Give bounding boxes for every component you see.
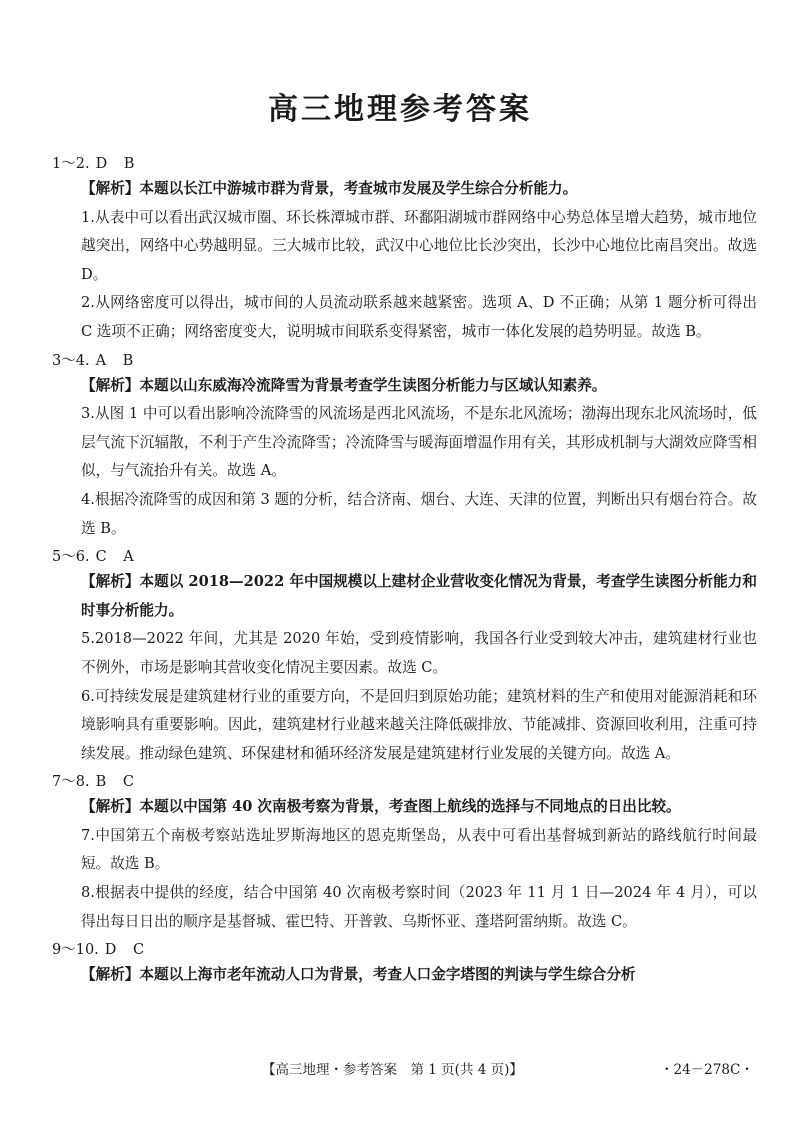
question-range: 3～4. (52, 352, 90, 369)
explanation-paragraph: 2.从网络密度可以得出，城市间的人员流动联系越来越紧密。选项 A、D 不正确；从第 1 题分析可得出 C 选项不正确；网络密度变大，说明城市间联系变得紧密，城市一体化发展的趋势明显。故选 B。 (81, 294, 757, 340)
explanation-paragraph: 5.2018—2022 年间，尤其是 2020 年始，受到疫情影响，我国各行业受到较大冲击，建筑建材行业也不例外，市场是影响其营收变化情况主要因素。故选 C。 (81, 630, 757, 676)
analysis-tag: 【解析】 (81, 180, 140, 197)
explanation-paragraph: 4.根据冷流降雪的成因和第 3 题的分析，结合济南、烟台、大连、天津的位置，判断出只有烟台符合。故选 B。 (81, 490, 757, 537)
analysis-intro (52, 793, 757, 822)
question-number (52, 771, 757, 793)
answer-letters: D B (95, 156, 141, 172)
explanation-paragraph: 7.中国第五个南极考察站选址罗斯海地区的恩克斯堡岛，从表中可看出基督城到新站的路线航行时间最短。故选 B。 (81, 826, 757, 873)
explanation-paragraph: 8.根据表中提供的经度，结合中国第 40 次南极考察时间（2023 年 11 月 1 日—2024 年 4 月），可以得出每日日出的顺序是基督城、霍巴特、开普敦、乌斯怀亚、蓬塔阿雷纳斯。故选 C。 (81, 884, 757, 930)
question-number (52, 546, 757, 568)
analysis-text: 本题以山东威海冷流降雪为背景考查学生读图分析能力与区域认知素养。 (139, 376, 607, 394)
answer-letters: A B (95, 352, 140, 369)
footer-page-info: 【高三地理・参考答案 第 1 页(共 4 页)】 (262, 1062, 523, 1078)
analysis-text: 本题以上海市老年流动人口为背景，考查人口金字塔图的判读与学生综合分析 (139, 966, 636, 984)
explanation-paragraph: 3.从图 1 中可以看出影响冷流降雪的风流场是西北风流场，不是东北风流场；渤海出现东北风流场时，低层气流下沉辐散，不利于产生冷流降雪；冷流降雪与暖海面增温作用有关，其形成机制与大湖效应降雪相似，与气流抬升有关。故选 A。 (81, 405, 757, 480)
question-number (52, 939, 757, 961)
question-number (52, 350, 757, 372)
analysis-tag: 【解析】 (81, 376, 140, 394)
answer-letters: B C (95, 774, 140, 791)
analysis-text: 本题以长江中游城市群为背景，考查城市发展及学生综合分析能力。 (139, 180, 578, 197)
analysis-intro (52, 961, 757, 990)
question-number (52, 153, 757, 175)
analysis-intro (52, 175, 757, 204)
analysis-text: 本题以 2018—2022 年中国规模以上建材企业营收变化情况为背景，考查学生读图分析能力和时事分析能力。 (81, 573, 757, 619)
analysis-intro (52, 568, 757, 625)
answer-content (52, 150, 757, 990)
question-range: 1～2. (52, 156, 90, 172)
analysis-tag: 【解析】 (81, 573, 140, 591)
page-title: 高三地理参考答案 (268, 92, 532, 127)
analysis-intro (52, 372, 757, 401)
explanation-paragraph: 1.从表中可以看出武汉城市圈、环长株潭城市群、环鄱阳湖城市群网络中心势总体呈增大趋势，城市地位越突出，网络中心势越明显。三大城市比较，武汉中心地位比长沙突出，长沙中心地位比南昌突出。故选 D。 (81, 208, 757, 283)
answer-letters: D C (104, 942, 151, 959)
explanation-paragraph: 6.可持续发展是建筑建材行业的重要方向，不是回归到原始功能；建筑材料的生产和使用对能源消耗和环境影响具有重要影响。因此，建筑建材行业越来越关注降低碳排放、节能减排、资源回收利用，注重可持续发展。推动绿色建筑、环保建材和循环经济发展是建筑建材行业发展的关键方向。故选 A。 (81, 687, 757, 762)
question-range: 5～6. (52, 549, 90, 566)
question-range: 9～10. (52, 942, 99, 959)
analysis-tag: 【解析】 (81, 966, 140, 984)
question-range: 7～8. (52, 774, 90, 791)
answer-letters: C A (95, 549, 140, 566)
analysis-text: 本题以中国第 40 次南极考察为背景，考查图上航线的选择与不同地点的日出比较。 (139, 798, 681, 816)
analysis-tag: 【解析】 (81, 798, 140, 816)
footer-code: ・24－278C・ (660, 1062, 754, 1078)
